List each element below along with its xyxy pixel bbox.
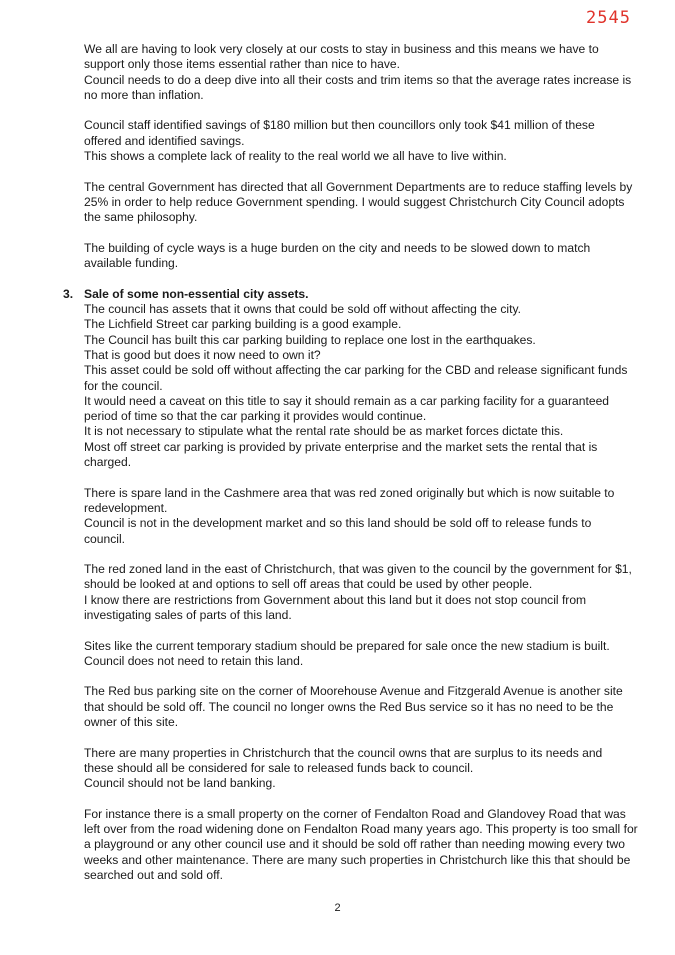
text-line: I know there are restrictions from Government about this land but it does not stop council from [84,592,587,607]
text-line: The red zoned land in the east of Christchurch, that was given to the council by the government for $1, [84,562,632,577]
paragraph [84,302,640,470]
section-title: Sale of some non-essential city assets. [84,286,309,301]
paragraph [84,562,640,623]
text-line: This asset could be sold off without affecting the car parking for the CBD and release significant funds [84,363,628,378]
text-line: Council needs to do a deep dive into all their costs and trim items so that the average rates increase is [84,72,632,87]
text-line: The building of cycle ways is a huge burden on the city and needs to be slowed down to match [84,240,591,255]
text-line: This shows a complete lack of reality to the real world we all have to live within. [84,149,507,164]
paragraph [84,118,640,164]
paragraph [84,639,640,670]
text-line: left over from the road widening done on Fendalton Road many years ago. This property is too small for [84,822,638,837]
text-line: no more than inflation. [84,87,204,102]
text-line: We all are having to look very closely at our costs to stay in business and this means we have to [84,42,599,56]
text-line: these should all be considered for sale to released funds back to council. [84,760,474,775]
text-line: Council is not in the development market and so this land should be sold off to release funds to [84,516,592,531]
text-line: It would need a caveat on this title to say it should remain as a car parking facility for a guaranteed [84,393,610,408]
text-line: Most off street car parking is provided by private enterprise and the market sets the rental that is [84,439,598,454]
paragraph [84,684,640,730]
paragraph [84,746,640,792]
text-line: Council does not need to retain this land. [84,653,304,668]
text-line: support only those items essential rather than nice to have. [84,57,400,72]
text-line: For instance there is a small property on the corner of Fendalton Road and Glandovey Road that was [84,806,626,821]
submission-number: 2545 [586,8,631,28]
paragraph [84,241,640,272]
text-line: council. [84,531,126,546]
text-line: Council staff identified savings of $180 million but then councillors only took $41 million of these [84,118,595,133]
text-line: The council has assets that it owns that could be sold off without affecting the city. [84,302,521,317]
intro-section [84,42,640,271]
text-line: Council should not be land banking. [84,776,276,791]
text-line: That is good but does it now need to own it? [84,347,321,362]
paragraph [84,180,640,226]
text-line: offered and identified savings. [84,133,245,148]
text-line: The Council has built this car parking building to replace one lost in the earthquakes. [84,332,536,347]
section-body [84,302,640,883]
text-line: The central Government has directed that all Government Departments are to reduce staffing levels by [84,179,633,194]
text-line: the same philosophy. [84,210,198,225]
text-line: Sites like the current temporary stadium should be prepared for sale once the new stadium is built. [84,638,610,653]
document-body [63,42,640,899]
text-line: There is spare land in the Cashmere area that was red zoned originally but which is now suitable to [84,485,615,500]
paragraph [84,486,640,547]
text-line: available funding. [84,256,179,271]
text-line: There are many properties in Christchurch that the council owns that are surplus to its needs and [84,745,603,760]
section-number: 3. [63,286,74,301]
text-line: 25% in order to help reduce Government spending. I would suggest Christchurch City Council adopts [84,194,625,209]
text-line: that should be sold off. The council no longer owns the Red Bus service so it has no need to be the [84,699,614,714]
text-line: investigating sales of parts of this land. [84,607,292,622]
text-line: The Lichfield Street car parking building is a good example. [84,317,402,332]
section-3 [63,286,640,884]
text-line: period of time so that the car parking it provides would continue. [84,409,427,424]
paragraph [84,807,640,883]
text-line: It is not necessary to stipulate what the rental rate should be as market forces dictate this. [84,424,564,439]
text-line: charged. [84,455,132,470]
text-line: a playground or any other council use and it should be sold off rather than needing mowing every two [84,837,625,852]
text-line: for the council. [84,378,163,393]
paragraph [84,42,640,103]
text-line: redevelopment. [84,500,168,515]
text-line: should be looked at and options to sell off areas that could be used by other people. [84,577,533,592]
text-line: owner of this site. [84,715,179,730]
text-line: The Red bus parking site on the corner of Moorehouse Avenue and Fitzgerald Avenue is another site [84,684,623,699]
text-line: weeks and other maintenance. There are many such properties in Christchurch like this that should be [84,852,631,867]
text-line: searched out and sold off. [84,868,223,883]
page-number: 2 [334,902,341,914]
